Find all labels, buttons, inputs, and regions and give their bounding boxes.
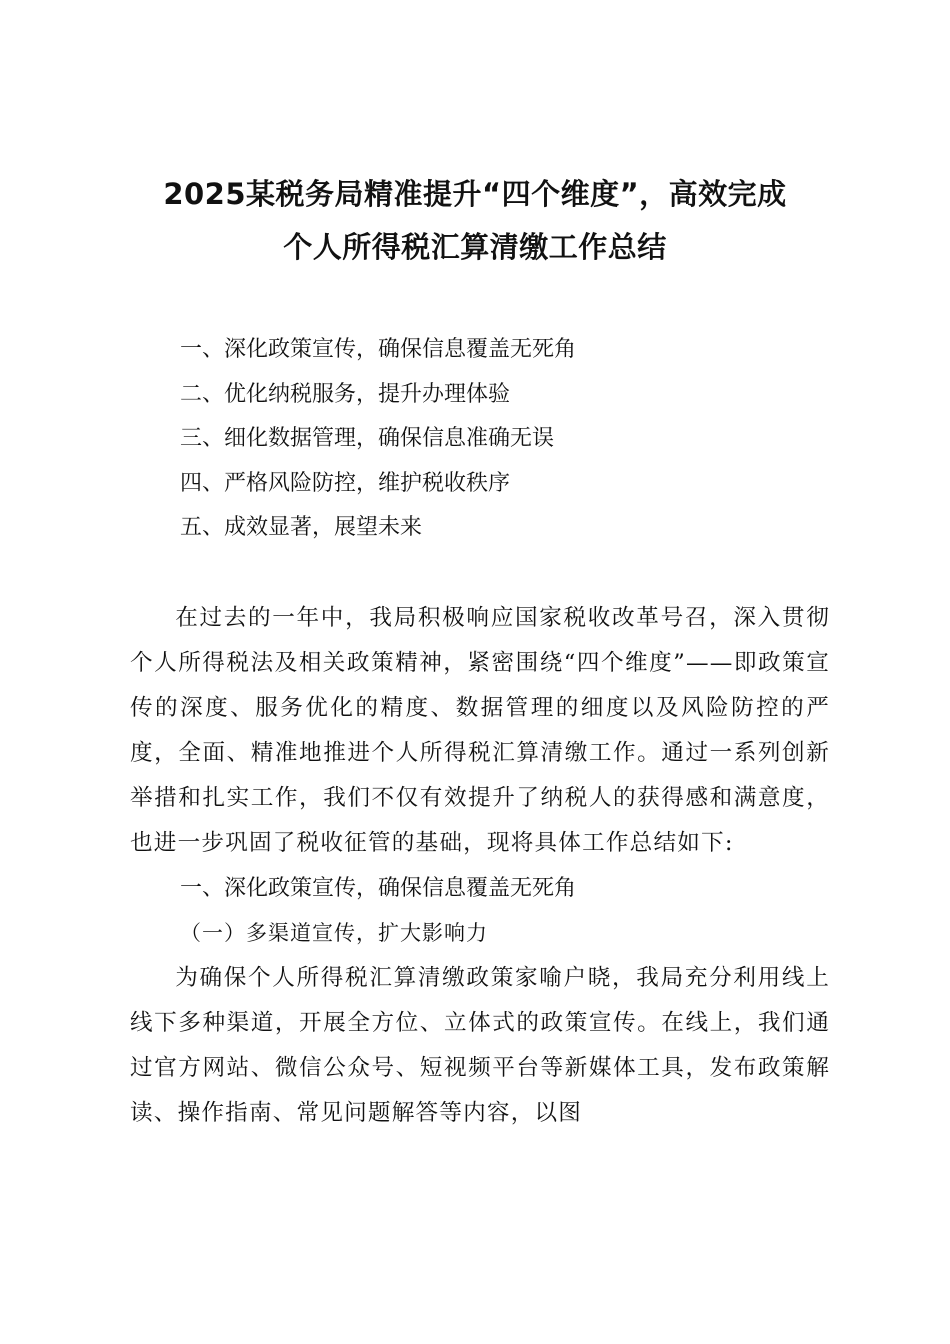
toc-item: 一、深化政策宣传，确保信息覆盖无死角 — [180, 337, 577, 362]
intro-paragraph: 在过去的一年中，我局积极响应国家税收改革号召，深入贯彻个人所得税法及相关政策精神，紧密围绕“四个维度”——即政策宣传的深度、服务优化的精度、数据管理的细度以及风险防控的严度，全面、精准地推进个人所得税汇算清缴工作。通过一系列创新举措和扎实工作，我们不仅有效提升了纳税人的获得感和满意度，也进一步巩固了税收征管的基础，现将具体工作总结如下: — [130, 605, 830, 856]
body-paragraph: 为确保个人所得税汇算清缴政策家喻户晓，我局充分利用线上线下多种渠道，开展全方位、立体式的政策宣传。在线上，我们通过官方网站、微信公众号、短视频平台等新媒体工具，发布政策解读、操作指南、常见问题解答等内容，以图 — [130, 965, 830, 1126]
document-body — [130, 596, 830, 1136]
section-heading: 一、深化政策宣传，确保信息覆盖无死角 — [180, 876, 577, 901]
toc-item: 二、优化纳税服务，提升办理体验 — [180, 381, 511, 407]
title-line-1: 2025某税务局精准提升“四个维度”，高效完成 — [163, 177, 787, 211]
toc-item: 五、成效显著，展望未来 — [180, 515, 423, 540]
subsection-heading: （一）多渠道宣传，扩大影响力 — [180, 921, 488, 945]
toc-item: 四、严格风险防控，维护税收秩序 — [180, 470, 511, 496]
toc-item: 三、细化数据管理，确保信息准确无误 — [180, 426, 555, 451]
table-of-contents — [180, 328, 830, 551]
document-title — [120, 168, 830, 274]
title-line-2: 个人所得税汇算清缴工作总结 — [283, 230, 667, 264]
